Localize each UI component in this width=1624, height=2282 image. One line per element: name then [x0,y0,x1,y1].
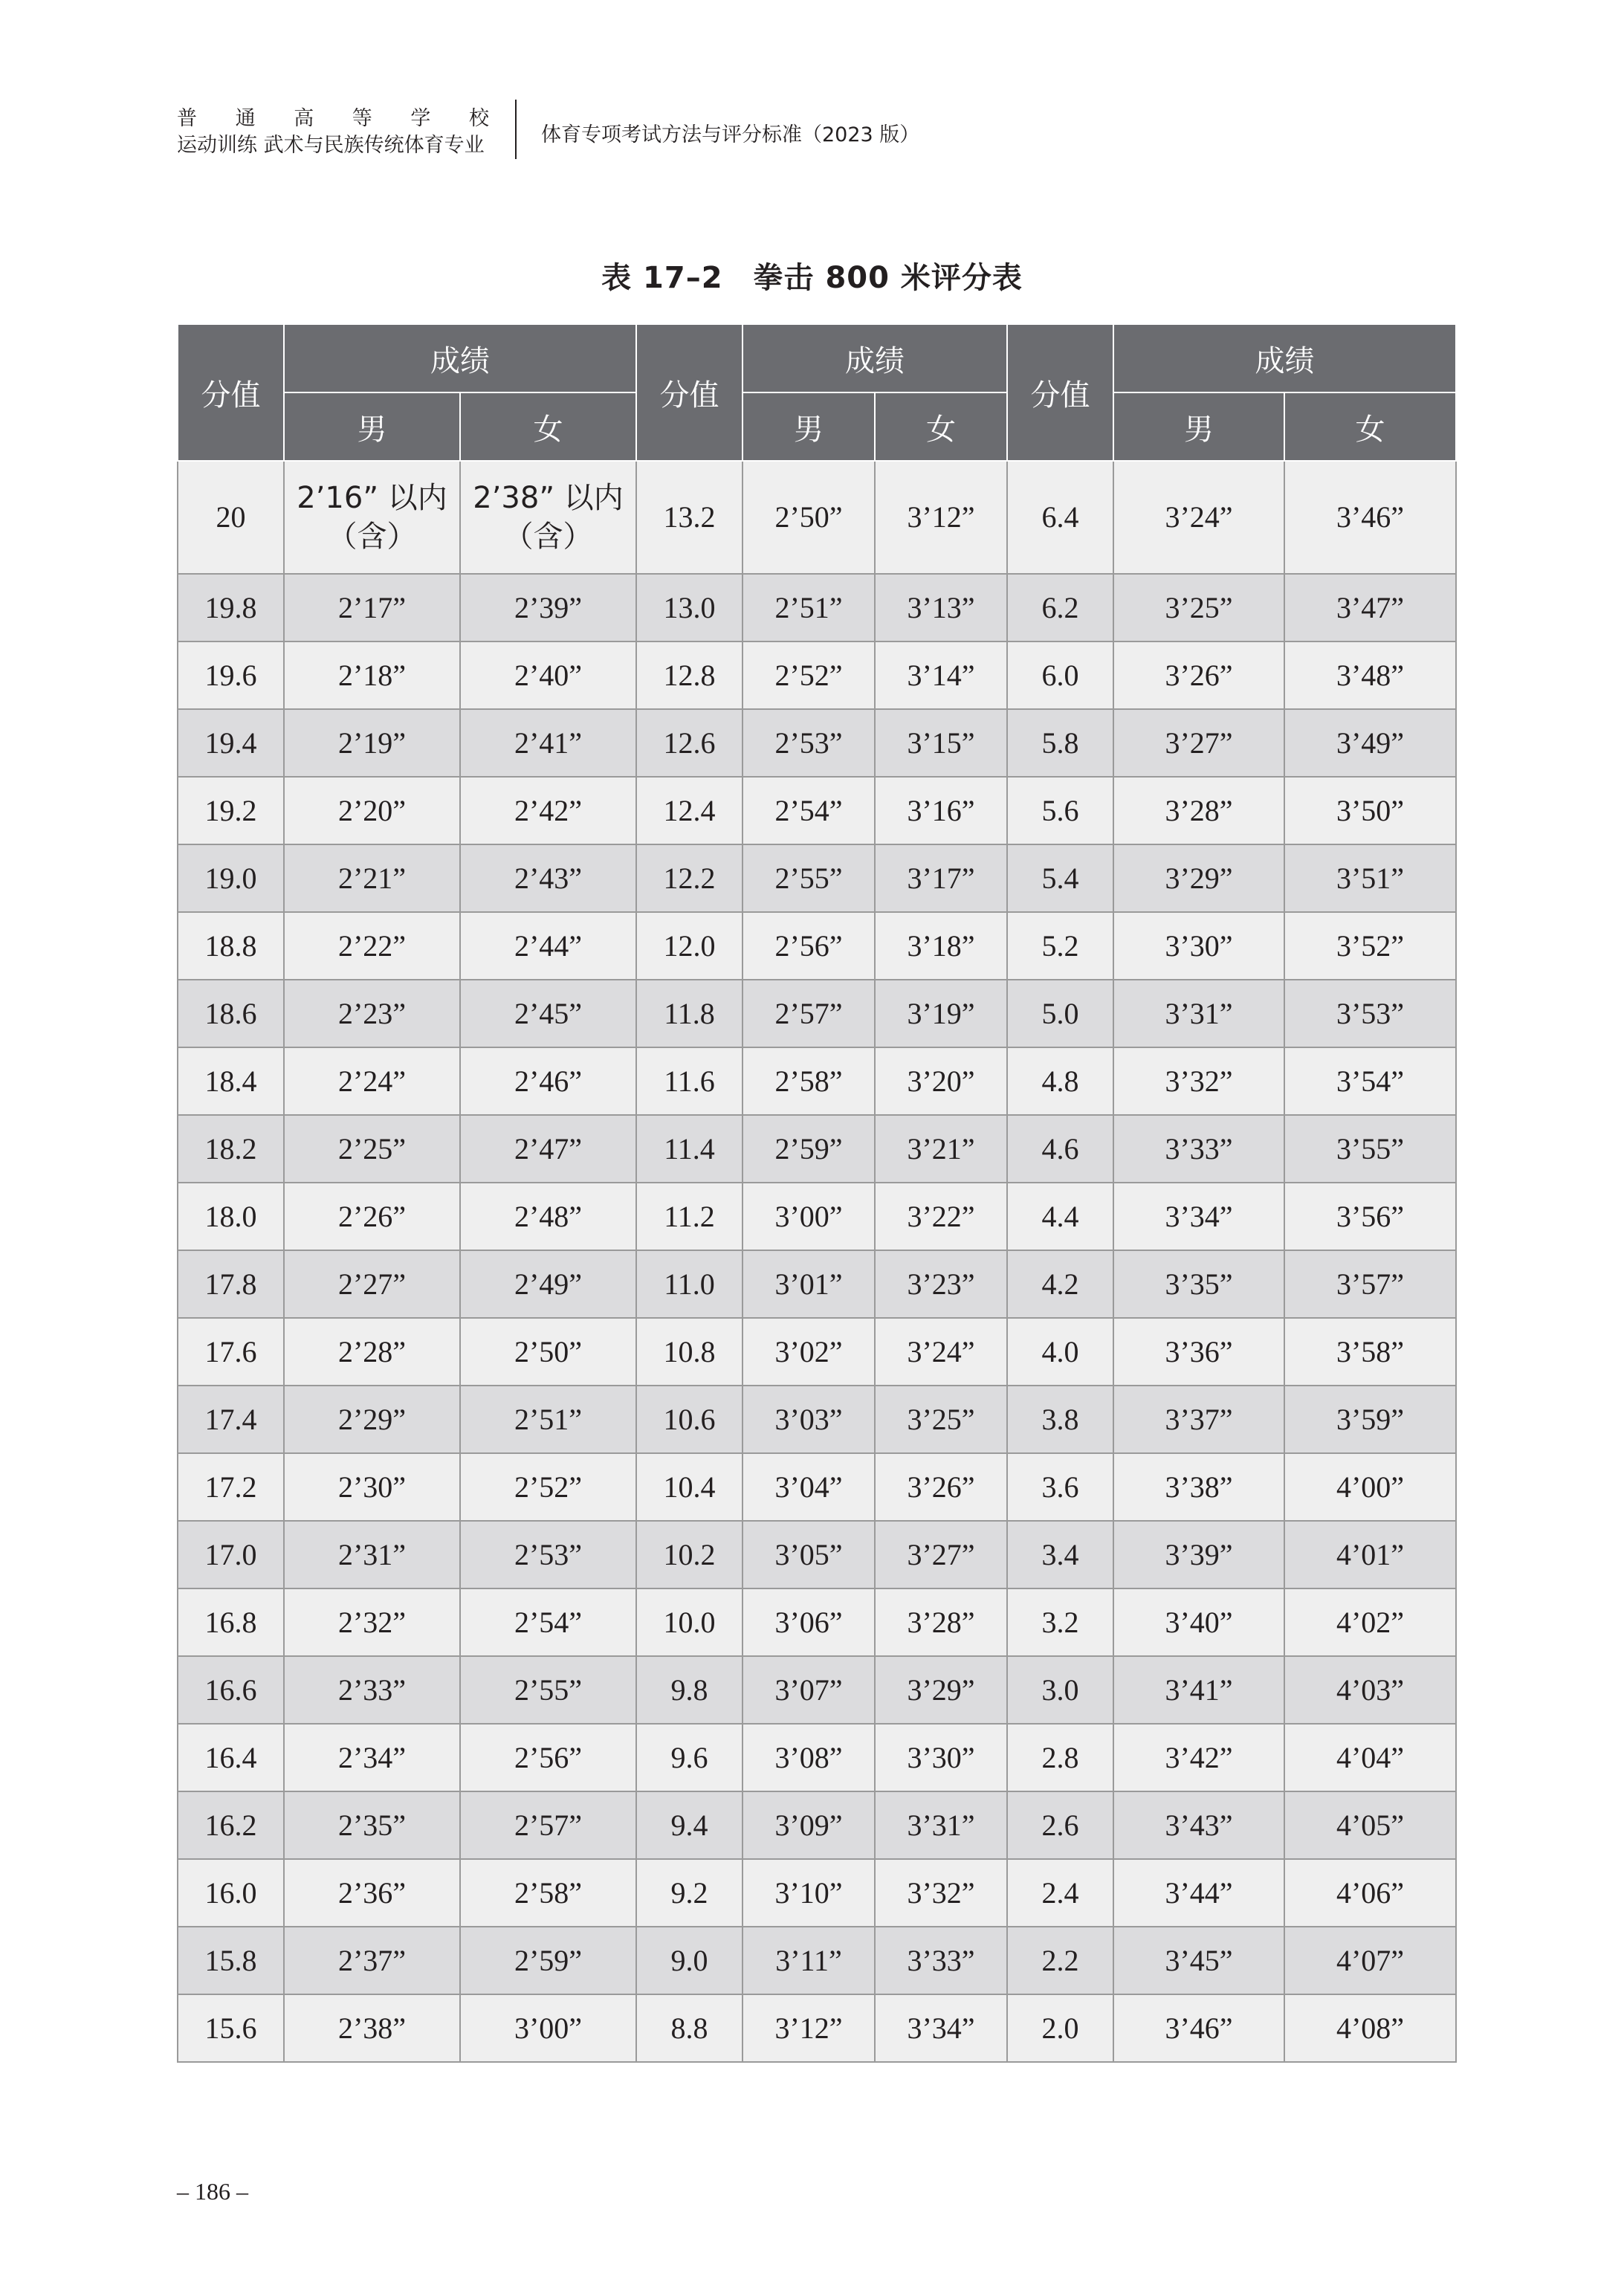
table-row [178,980,1456,1047]
school-char: 等 [352,107,372,130]
male-result-cell: 3’12” [743,1994,875,2062]
female-result-cell: 2’40” [460,641,636,709]
female-result-cell: 2’52” [460,1453,636,1521]
female-result-cell: 2’41” [460,709,636,777]
table-row [178,1588,1456,1656]
table-row [178,1927,1456,1994]
header-row [178,392,1456,461]
score-cell: 11.4 [636,1115,743,1183]
score-cell: 9.2 [636,1859,743,1927]
male-result-cell: 2’57” [743,980,875,1047]
score-cell: 2.4 [1007,1859,1113,1927]
score-cell: 3.2 [1007,1588,1113,1656]
female-result-cell: 2’57” [460,1791,636,1859]
female-result-cell: 2’42” [460,777,636,844]
female-result-cell: 4’02” [1284,1588,1456,1656]
female-result-cell: 2’56” [460,1724,636,1791]
female-result-cell: 2’49” [460,1250,636,1318]
female-result-cell: 3’18” [875,912,1007,980]
male-result-cell: 2’38” [284,1994,460,2062]
female-result-cell: 3’15” [875,709,1007,777]
score-cell: 18.6 [178,980,284,1047]
female-result-cell: 2’44” [460,912,636,980]
score-cell: 17.8 [178,1250,284,1318]
male-result-cell: 2’30” [284,1453,460,1521]
female-result-cell: 2’55” [460,1656,636,1724]
school-char: 通 [235,107,256,130]
major-name: 运动训练 武术与民族传统体育专业 [177,134,485,157]
score-cell: 5.6 [1007,777,1113,844]
score-cell: 16.0 [178,1859,284,1927]
table-row [178,641,1456,709]
male-result-cell: 2’56” [743,912,875,980]
female-result-cell: 3’48” [1284,641,1456,709]
female-result-cell: 2’53” [460,1521,636,1588]
female-result-cell: 3’28” [875,1588,1007,1656]
score-cell: 12.4 [636,777,743,844]
male-result-cell: 2’28” [284,1318,460,1386]
score-cell: 12.2 [636,844,743,912]
table-header [178,324,1456,461]
female-result-cell: 3’56” [1284,1183,1456,1250]
female-result-cell: 2’58” [460,1859,636,1927]
result-header: 成绩 [743,324,1007,392]
table-body [178,461,1456,2062]
score-cell: 10.2 [636,1521,743,1588]
score-cell: 6.0 [1007,641,1113,709]
score-header: 分值 [636,324,743,461]
male-result-cell: 2’37” [284,1927,460,1994]
score-cell: 19.6 [178,641,284,709]
female-result-cell: 2’51” [460,1386,636,1453]
female-header: 女 [875,392,1007,461]
male-result-cell: 2’21” [284,844,460,912]
male-result-cell: 3’10” [743,1859,875,1927]
score-cell: 10.8 [636,1318,743,1386]
male-result-cell: 3’36” [1113,1318,1284,1386]
female-header: 女 [1284,392,1456,461]
table-row [178,1791,1456,1859]
score-cell: 4.0 [1007,1318,1113,1386]
female-result-cell: 3’55” [1284,1115,1456,1183]
score-cell: 11.6 [636,1047,743,1115]
male-result-cell: 3’04” [743,1453,875,1521]
male-result-cell: 3’38” [1113,1453,1284,1521]
male-result-cell: 3’28” [1113,777,1284,844]
female-result-cell: 3’57” [1284,1250,1456,1318]
male-result-cell: 3’41” [1113,1656,1284,1724]
female-result-cell: 4’03” [1284,1656,1456,1724]
male-result-cell: 2’32” [284,1588,460,1656]
male-result-cell: 2’55” [743,844,875,912]
female-result-cell: 3’50” [1284,777,1456,844]
female-result-cell: 3’14” [875,641,1007,709]
school-char: 普 [177,107,197,130]
male-result-cell: 3’35” [1113,1250,1284,1318]
score-cell: 13.2 [636,461,743,574]
female-result-cell: 2’59” [460,1927,636,1994]
table-row [178,1724,1456,1791]
male-result-cell: 2’29” [284,1386,460,1453]
male-result-cell: 3’24” [1113,461,1284,574]
male-result-cell: 2’18” [284,641,460,709]
table-row [178,1115,1456,1183]
score-cell: 5.0 [1007,980,1113,1047]
score-cell: 2.6 [1007,1791,1113,1859]
female-result-cell: 3’29” [875,1656,1007,1724]
table-row [178,1250,1456,1318]
score-cell: 16.4 [178,1724,284,1791]
female-result-cell: 3’49” [1284,709,1456,777]
table-row [178,844,1456,912]
female-result-cell: 3’00” [460,1994,636,2062]
score-cell: 19.8 [178,574,284,641]
score-cell: 10.0 [636,1588,743,1656]
score-cell: 17.0 [178,1521,284,1588]
table-row [178,574,1456,641]
male-result-cell: 3’08” [743,1724,875,1791]
male-result-cell: 2’16” 以内（含） [284,461,460,574]
female-result-cell: 3’59” [1284,1386,1456,1453]
male-result-cell: 3’29” [1113,844,1284,912]
score-cell: 4.4 [1007,1183,1113,1250]
male-result-cell: 2’20” [284,777,460,844]
male-result-cell: 3’01” [743,1250,875,1318]
male-result-cell: 3’45” [1113,1927,1284,1994]
female-result-cell: 2’43” [460,844,636,912]
book-title: 体育专项考试方法与评分标准（2023 版） [541,123,920,146]
table-row [178,912,1456,980]
female-result-cell: 3’26” [875,1453,1007,1521]
table-row [178,1859,1456,1927]
male-result-cell: 3’00” [743,1183,875,1250]
male-result-cell: 2’52” [743,641,875,709]
male-result-cell: 3’46” [1113,1994,1284,2062]
male-result-cell: 3’34” [1113,1183,1284,1250]
female-result-cell: 3’12” [875,461,1007,574]
header-row [178,324,1456,392]
table-row [178,1994,1456,2062]
score-cell: 6.2 [1007,574,1113,641]
male-result-cell: 2’27” [284,1250,460,1318]
male-result-cell: 3’33” [1113,1115,1284,1183]
score-cell: 19.4 [178,709,284,777]
score-cell: 17.2 [178,1453,284,1521]
female-result-cell: 3’21” [875,1115,1007,1183]
table-row [178,1047,1456,1115]
score-cell: 15.6 [178,1994,284,2062]
female-result-cell: 2’50” [460,1318,636,1386]
score-cell: 4.8 [1007,1047,1113,1115]
male-result-cell: 2’35” [284,1791,460,1859]
male-result-cell: 3’06” [743,1588,875,1656]
female-result-cell: 3’33” [875,1927,1007,1994]
score-cell: 2.2 [1007,1927,1113,1994]
female-result-cell: 3’27” [875,1521,1007,1588]
male-result-cell: 2’19” [284,709,460,777]
score-cell: 19.0 [178,844,284,912]
table-row [178,1183,1456,1250]
score-cell: 16.8 [178,1588,284,1656]
school-name [177,106,489,132]
male-result-cell: 3’43” [1113,1791,1284,1859]
school-char: 学 [410,107,431,130]
male-result-cell: 3’03” [743,1386,875,1453]
score-table [177,323,1457,2063]
female-result-cell: 2’54” [460,1588,636,1656]
table-row [178,461,1456,574]
female-result-cell: 3’13” [875,574,1007,641]
male-result-cell: 2’59” [743,1115,875,1183]
score-cell: 11.0 [636,1250,743,1318]
female-result-cell: 4’06” [1284,1859,1456,1927]
score-cell: 9.8 [636,1656,743,1724]
score-cell: 16.6 [178,1656,284,1724]
female-result-cell: 3’54” [1284,1047,1456,1115]
female-result-cell: 4’05” [1284,1791,1456,1859]
female-result-cell: 4’04” [1284,1724,1456,1791]
female-result-cell: 2’48” [460,1183,636,1250]
male-result-cell: 2’51” [743,574,875,641]
score-cell: 18.0 [178,1183,284,1250]
male-result-cell: 2’31” [284,1521,460,1588]
score-cell: 19.2 [178,777,284,844]
score-cell: 18.2 [178,1115,284,1183]
table-row [178,709,1456,777]
male-result-cell: 2’54” [743,777,875,844]
score-header: 分值 [178,324,284,461]
male-result-cell: 3’44” [1113,1859,1284,1927]
male-header: 男 [284,392,460,461]
score-cell: 3.4 [1007,1521,1113,1588]
male-result-cell: 2’25” [284,1115,460,1183]
female-result-cell: 3’20” [875,1047,1007,1115]
score-cell: 17.6 [178,1318,284,1386]
male-result-cell: 3’32” [1113,1047,1284,1115]
table-row [178,1386,1456,1453]
male-result-cell: 2’50” [743,461,875,574]
male-result-cell: 3’25” [1113,574,1284,641]
school-char: 高 [294,107,314,130]
score-cell: 11.2 [636,1183,743,1250]
male-result-cell: 2’17” [284,574,460,641]
score-cell: 5.4 [1007,844,1113,912]
score-cell: 10.6 [636,1386,743,1453]
score-cell: 11.8 [636,980,743,1047]
score-cell: 3.0 [1007,1656,1113,1724]
female-result-cell: 2’38” 以内（含） [460,461,636,574]
female-result-cell: 2’39” [460,574,636,641]
result-header: 成绩 [284,324,636,392]
female-header: 女 [460,392,636,461]
table-row [178,1453,1456,1521]
male-result-cell: 3’11” [743,1927,875,1994]
female-result-cell: 3’23” [875,1250,1007,1318]
score-cell: 18.8 [178,912,284,980]
score-cell: 4.6 [1007,1115,1113,1183]
male-result-cell: 3’40” [1113,1588,1284,1656]
score-header: 分值 [1007,324,1113,461]
male-result-cell: 3’09” [743,1791,875,1859]
table-row [178,1318,1456,1386]
table-row [178,1521,1456,1588]
score-cell: 4.2 [1007,1250,1113,1318]
female-result-cell: 2’45” [460,980,636,1047]
male-result-cell: 2’36” [284,1859,460,1927]
score-cell: 3.6 [1007,1453,1113,1521]
score-cell: 13.0 [636,574,743,641]
table-row [178,1656,1456,1724]
male-result-cell: 2’33” [284,1656,460,1724]
school-char: 校 [468,107,489,130]
female-result-cell: 3’46” [1284,461,1456,574]
female-result-cell: 3’53” [1284,980,1456,1047]
female-result-cell: 3’25” [875,1386,1007,1453]
female-result-cell: 3’17” [875,844,1007,912]
score-cell: 17.4 [178,1386,284,1453]
male-result-cell: 2’24” [284,1047,460,1115]
score-cell: 2.8 [1007,1724,1113,1791]
score-cell: 15.8 [178,1927,284,1994]
score-cell: 12.6 [636,709,743,777]
score-cell: 6.4 [1007,461,1113,574]
table-title: 表 17–2 拳击 800 米评分表 [601,261,1023,295]
male-result-cell: 3’42” [1113,1724,1284,1791]
female-result-cell: 3’19” [875,980,1007,1047]
table-row [178,777,1456,844]
female-result-cell: 3’52” [1284,912,1456,980]
score-cell: 16.2 [178,1791,284,1859]
male-result-cell: 2’34” [284,1724,460,1791]
female-result-cell: 3’16” [875,777,1007,844]
male-result-cell: 2’22” [284,912,460,980]
score-cell: 12.8 [636,641,743,709]
male-header: 男 [743,392,875,461]
female-result-cell: 2’46” [460,1047,636,1115]
score-cell: 9.6 [636,1724,743,1791]
male-result-cell: 3’31” [1113,980,1284,1047]
female-result-cell: 2’47” [460,1115,636,1183]
score-cell: 5.8 [1007,709,1113,777]
male-result-cell: 3’07” [743,1656,875,1724]
header-left [177,106,496,159]
female-result-cell: 3’51” [1284,844,1456,912]
male-result-cell: 3’02” [743,1318,875,1386]
male-result-cell: 3’27” [1113,709,1284,777]
score-cell: 9.0 [636,1927,743,1994]
score-cell: 20 [178,461,284,574]
male-result-cell: 3’30” [1113,912,1284,980]
female-result-cell: 4’00” [1284,1453,1456,1521]
female-result-cell: 3’22” [875,1183,1007,1250]
score-cell: 18.4 [178,1047,284,1115]
score-cell: 5.2 [1007,912,1113,980]
score-cell: 8.8 [636,1994,743,2062]
female-result-cell: 4’07” [1284,1927,1456,1994]
female-result-cell: 3’31” [875,1791,1007,1859]
score-cell: 12.0 [636,912,743,980]
female-result-cell: 3’32” [875,1859,1007,1927]
male-result-cell: 2’23” [284,980,460,1047]
male-result-cell: 2’53” [743,709,875,777]
female-result-cell: 3’24” [875,1318,1007,1386]
male-result-cell: 3’39” [1113,1521,1284,1588]
score-cell: 10.4 [636,1453,743,1521]
page-number: – 186 – [177,2178,248,2205]
female-result-cell: 4’08” [1284,1994,1456,2062]
male-result-cell: 2’58” [743,1047,875,1115]
male-result-cell: 3’37” [1113,1386,1284,1453]
male-header: 男 [1113,392,1284,461]
male-result-cell: 3’05” [743,1521,875,1588]
male-result-cell: 2’26” [284,1183,460,1250]
female-result-cell: 3’30” [875,1724,1007,1791]
score-cell: 3.8 [1007,1386,1113,1453]
female-result-cell: 3’47” [1284,574,1456,641]
female-result-cell: 3’58” [1284,1318,1456,1386]
score-cell: 9.4 [636,1791,743,1859]
result-header: 成绩 [1113,324,1456,392]
score-cell: 2.0 [1007,1994,1113,2062]
female-result-cell: 4’01” [1284,1521,1456,1588]
header-divider [515,100,517,159]
male-result-cell: 3’26” [1113,641,1284,709]
female-result-cell: 3’34” [875,1994,1007,2062]
